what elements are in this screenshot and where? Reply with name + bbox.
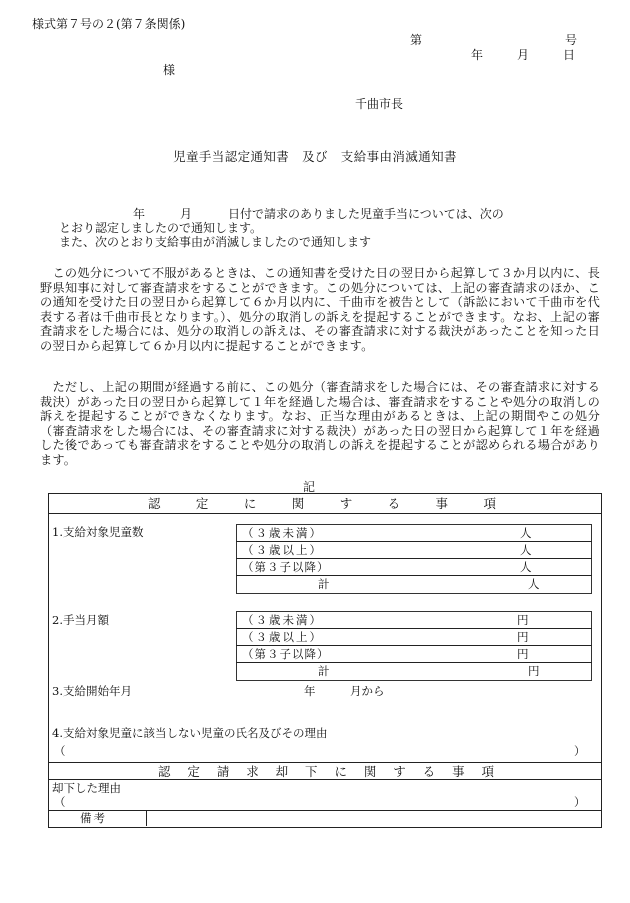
issuer: 千曲市長: [355, 97, 404, 111]
section2-char: 請: [216, 764, 230, 779]
non-eligible-paren-close: ）: [574, 744, 586, 758]
children-under3-label: （３歳未満）: [242, 526, 323, 540]
section1-char: 関: [291, 496, 305, 511]
addressee-suffix: 様: [163, 63, 176, 77]
divider: [48, 810, 602, 811]
section2-char: 関: [363, 764, 377, 779]
amount-total-label: 計: [318, 664, 330, 678]
section1-char: 認: [148, 496, 161, 511]
section1-char: 事: [435, 496, 449, 511]
divider: [236, 645, 592, 646]
section2-char: 項: [481, 764, 494, 779]
amount-over3-label: （３歳以上）: [242, 630, 323, 644]
intro-line2: とおり認定しましたので通知します。: [59, 221, 263, 235]
children-under3-unit: 人: [520, 526, 532, 540]
divider: [236, 628, 592, 629]
date-year: 年: [471, 48, 484, 62]
section2-char: 定: [187, 764, 200, 779]
divider: [236, 541, 592, 542]
children-total-unit: 人: [528, 577, 540, 591]
section1-char: す: [339, 496, 353, 511]
appeal-notice-paragraph-1: この処分について不服があるときは、この通知書を受けた日の翌日から起算して３か月以内に、長野県知事に対して審査請求をすることができます。この処分については、上記の審査請求のほか、この通知を受けた日の翌日から起算して６か月以内に、千曲市を被告として（訴訟において千曲市を代表する者は千曲市長となります。）、処分の取消しの訴えを提起することができます。なお、上記の審査請求をした場合には、処分の取消しの訴えは、その審査請求に対する裁決があったことを知った日の翌日から起算して６か月以内に提起することができます。: [40, 266, 600, 353]
divider: [236, 662, 592, 663]
number-prefix: 第: [410, 33, 423, 47]
rejection-paren-close: ）: [574, 795, 586, 809]
appeal-notice-paragraph-2: ただし、上記の期間が経過する前に、この処分（審査請求をした場合には、その審査請求に対する裁決）があった日の翌日から起算して１年を経過した場合は、審査請求をすることや処分の取消しの訴えを提起することができなくなります。なお、正当な理由があるときは、上記の期間やこの処分（審査請求をした場合には、その審査請求に対する裁決）があった日の翌日から起算して１年を経過した後であっても審査請求をすることや処分の取消しの訴えを提起することが認められる場合があります。: [40, 380, 600, 467]
number-suffix: 号: [565, 33, 578, 47]
amount-total-unit: 円: [528, 664, 540, 678]
intro-line1: 日付で請求のありました児童手当については、次の: [228, 207, 504, 221]
section1-char: 定: [195, 496, 209, 511]
intro-month: 月: [180, 207, 193, 221]
children-third-unit: 人: [520, 560, 532, 574]
amount-over3-unit: 円: [517, 630, 529, 644]
amount-under3-label: （３歳未満）: [242, 613, 323, 627]
children-third-label: （第３子以降）: [242, 560, 330, 574]
section1-char: に: [243, 496, 257, 511]
non-eligible-label: 4.支給対象児童に該当しない児童の氏名及びその理由: [52, 726, 328, 740]
divider: [48, 779, 602, 780]
section2-char: す: [393, 764, 406, 779]
divider: [236, 575, 592, 576]
section-header-rejection: [158, 764, 494, 779]
document-title: 児童手当認定通知書 及び 支給事由消滅通知書: [173, 149, 457, 164]
section2-char: 却: [275, 764, 289, 779]
start-year: 年: [304, 684, 316, 698]
section2-char: 求: [246, 764, 259, 779]
section2-char: に: [334, 764, 347, 779]
rejection-paren-open: （: [54, 795, 66, 809]
section2-char: る: [422, 764, 436, 779]
ki-mark: 記: [303, 480, 316, 494]
children-count-label: 1.支給対象児童数: [52, 525, 144, 539]
children-over3-unit: 人: [520, 543, 532, 557]
children-total-label: 計: [318, 577, 330, 591]
amount-third-label: （第３子以降）: [242, 647, 330, 661]
start-month: 月から: [350, 684, 385, 698]
monthly-amount-label: 2.手当月額: [52, 613, 109, 627]
form-id: 様式第７号の２(第７条関係): [32, 17, 186, 31]
divider: [48, 762, 602, 763]
section2-char: 事: [452, 764, 465, 779]
amount-third-unit: 円: [517, 647, 529, 661]
date-month: 月: [517, 48, 530, 62]
section2-char: 認: [158, 764, 171, 779]
intro-line3: また、次のとおり支給事由が消滅しましたので通知します: [59, 235, 372, 249]
section1-char: る: [387, 496, 401, 511]
section2-char: 下: [305, 764, 318, 779]
non-eligible-paren-open: （: [54, 744, 66, 758]
remarks-label: 備考: [80, 811, 107, 825]
start-date-label: 3.支給開始年月: [52, 684, 132, 698]
rejection-reason-label: 却下した理由: [52, 781, 121, 795]
section-header-certification: [148, 496, 496, 511]
children-over3-label: （３歳以上）: [242, 543, 323, 557]
divider: [236, 558, 592, 559]
intro-year: 年: [133, 207, 146, 221]
section1-char: 項: [483, 496, 496, 511]
amount-under3-unit: 円: [517, 613, 529, 627]
remarks-divider: [146, 810, 147, 826]
date-day: 日: [563, 48, 576, 62]
divider: [48, 513, 602, 514]
